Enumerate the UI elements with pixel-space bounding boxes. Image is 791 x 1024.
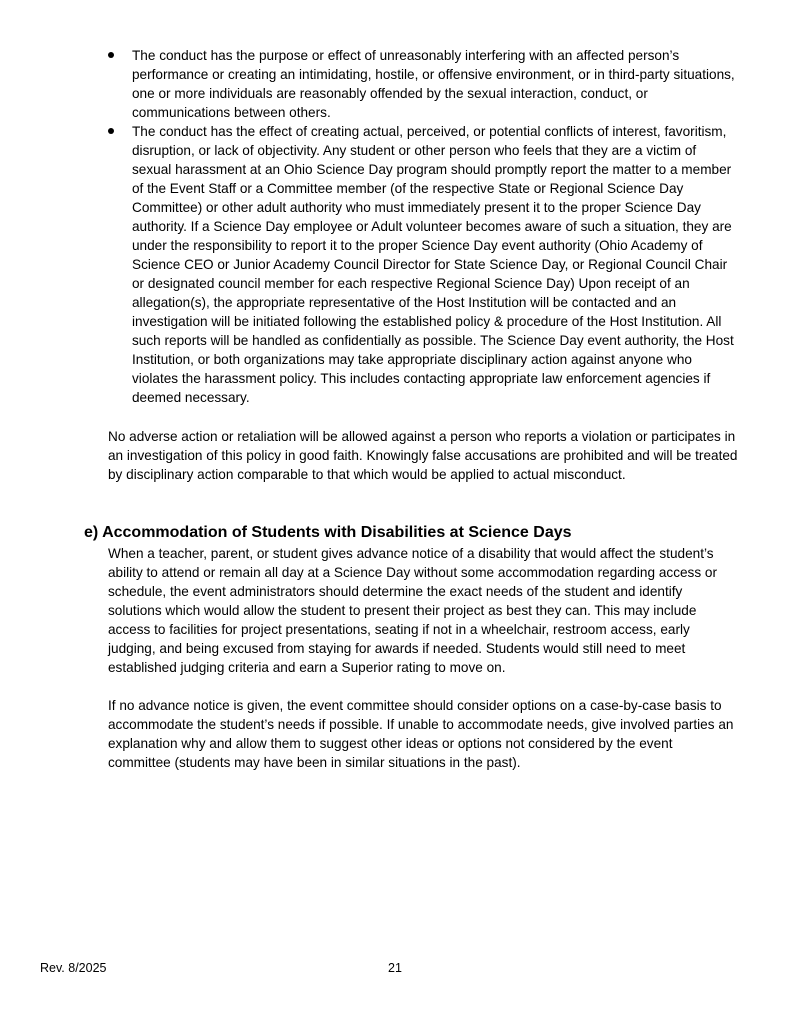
policy-bullet-list [108,46,738,407]
accommodation-paragraph: When a teacher, parent, or student gives advance notice of a disability that would affect the student’s ability to attend or remain all day at a Science Day without some accommodation regarding access or schedule, the event administrators should determine the exact needs of the student and identify solutions which would allow the student to present their project as best they can. This may include access to facilities for project presentations, seating if not in a wheelchair, restroom access, early judging, and being excused from staying for awards if needed. Students would still need to meet established judging criteria and earn a Superior rating to move on. [108,546,718,675]
page-number: 21 [388,961,402,975]
no-notice-paragraph: If no advance notice is given, the event committee should consider options on a case-by-case basis to accommodate the student’s needs if possible. If unable to accommodate needs, give involved parties an explanation why and allow them to suggest other ideas or options not considered by the event committee (students may have been in similar situations in the past). [108,698,734,770]
retaliation-paragraph: No adverse action or retaliation will be allowed against a person who reports a violation or participates in an investigation of this policy in good faith. Knowingly false accusations are prohibited and will be treated by disciplinary action comparable to that which would be applied to actual misconduct. [108,429,738,482]
section-heading: e) Accommodation of Students with Disabilities at Science Days [84,524,572,541]
revision-label: Rev. 8/2025 [40,961,107,975]
bullet-icon [108,128,114,134]
list-item [108,122,738,407]
list-item [108,46,738,122]
bullet-text: The conduct has the effect of creating actual, perceived, or potential conflicts of interest, favoritism, disruption, or lack of objectivity. Any student or other person who feels that they are a victim of sexual harassment at an Ohio Science Day program should promptly report the matter to a member of the Event Staff or a Committee member (of the respective State or Regional Science Day Committee) or other adult authority who must immediately present it to the proper Science Day authority. If a Science Day employee or Adult volunteer becomes aware of such a situation, they are under the responsibility to report it to the proper Science Day event authority (Ohio Academy of Science CEO or Junior Academy Council Director for State Science Day, or Regional Council Chair or designated council member for each respective Regional Science Day) Upon receipt of an allegation(s), the appropriate representative of the Host Institution will be contacted and an investigation will be initiated following the established policy & procedure of the Host Institution. All such reports will be handled as confidentially as possible. The Science Day event authority, the Host Institution, or both organizations may take appropriate disciplinary action against anyone who violates the harassment policy. This includes contacting appropriate law enforcement agencies if deemed necessary. [132,124,734,405]
bullet-text: The conduct has the purpose or effect of unreasonably interfering with an affected person’s performance or creating an intimidating, hostile, or offensive environment, or in third-party situations, one or more individuals are reasonably offended by the sexual interaction, conduct, or communications between others. [132,48,735,120]
bullet-icon [108,52,114,58]
